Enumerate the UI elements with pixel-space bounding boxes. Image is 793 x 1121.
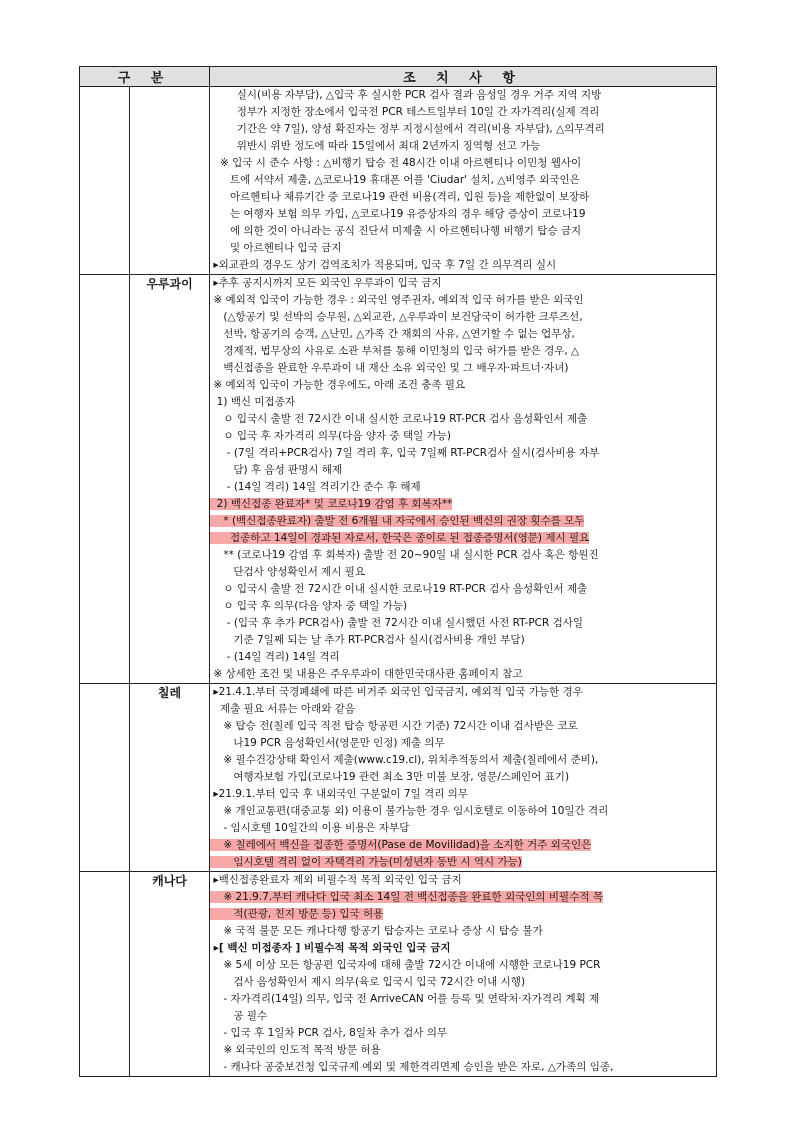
line-text: - 입국 후 1일차 PCR 검사, 8일차 추가 검사 의무 [210, 1027, 447, 1039]
highlighted-text: ※ 21.9.7.부터 캐나다 입국 최소 14일 전 백신접종을 완료한 외국인의 비필수적 목 [210, 891, 603, 903]
line-text: ※ 예외적 입국이 가능한 경우 : 외국인 영주권자, 예외적 입국 허가를 받은 외국인 [210, 294, 584, 306]
measure-line [210, 752, 716, 769]
blank-cell [80, 275, 130, 684]
line-text: 담) 후 음성 판명시 해제 [210, 464, 343, 476]
measure-line [210, 189, 716, 206]
measure-line [210, 615, 716, 632]
line-text: ▸21.9.1.부터 입국 후 내외국인 구분없이 7일 격리 의무 [210, 788, 468, 800]
line-text: 경제적, 법무상의 사유로 소관 부처를 통해 이민청의 입국 허가를 받은 경우, △ [210, 345, 580, 357]
measure-line [210, 530, 716, 547]
line-text: 검사 음성확인서 제시 의무(육로 입국시 입국 72시간 이내 시행) [210, 976, 526, 988]
table-row-canada [80, 872, 717, 1077]
line-text: 에 의한 것이 아니라는 공식 진단서 미제출 시 아르헨티나행 비행기 탑승 금지 [210, 225, 582, 237]
line-text: ▸[ 백신 미접종자 ] 비필수적 목적 외국인 입국 금지 [210, 942, 451, 954]
measure-line [210, 923, 716, 940]
blank-cell [80, 684, 130, 872]
measure-line [210, 991, 716, 1008]
line-text: 제출 필요 서류는 아래와 같음 [210, 703, 356, 715]
line-text: ㅇ 입국 후 의무(다음 양자 중 택일 가능) [210, 600, 408, 612]
measure-line [210, 1059, 716, 1076]
measures-cell [210, 872, 717, 1077]
blank-cell [80, 87, 130, 275]
line-text: 는 여행자 보험 의무 가입, △코로나19 유증상자의 경우 해당 증상이 코로나19 [210, 208, 586, 220]
line-text: ※ 입국 시 준수 사항 : △비행기 탑승 전 48시간 이내 아르헨티나 이민청 웹사이 [210, 157, 582, 169]
measures-cell [210, 275, 717, 684]
highlighted-text: 접종하고 14일이 경과된 자로서, 한국은 종이로 된 접종증명서(영문) 제시 필요 [210, 532, 590, 544]
measure-line [210, 837, 716, 854]
line-text: - (14일 격리) 14일 격리 [210, 651, 340, 663]
measure-line [210, 718, 716, 735]
measure-line [210, 547, 716, 564]
line-text: - (7일 격리+PCR검사) 7일 격리 후, 입국 7일째 RT-PCR검사 실시(검사비용 자부 [210, 447, 600, 459]
measure-line [210, 1025, 716, 1042]
table-row-argentina-continued [80, 87, 717, 275]
line-text: ㅇ 입국시 출발 전 72시간 이내 실시한 코로나19 RT-PCR 검사 음성확인서 제출 [210, 413, 588, 425]
line-text: ▸백신접종완료자 제외 비필수적 목적 외국인 입국 금지 [210, 874, 462, 886]
table-header-row [80, 67, 717, 87]
measures-cell [210, 684, 717, 872]
country-cell [130, 87, 210, 275]
measure-line [210, 343, 716, 360]
highlighted-text: 2) 백신접종 완료자* 및 코로나19 감염 후 회복자** [210, 498, 453, 510]
measure-line [210, 104, 716, 121]
line-text: 트에 서약서 제출, △코로나19 휴대폰 어플 'Ciudar' 설치, △비영주 외국인은 [210, 174, 580, 186]
measure-line [210, 206, 716, 223]
measure-line [210, 155, 716, 172]
measure-line [210, 377, 716, 394]
blank-cell [80, 872, 130, 1077]
highlighted-text: * (백신접종완료자) 출발 전 6개월 내 자국에서 승인된 백신의 권장 횟수를 모두 [210, 515, 585, 527]
measure-line [210, 445, 716, 462]
measure-line [210, 666, 716, 683]
measure-line [210, 394, 716, 411]
line-text: ※ 개인교통편(대중교통 외) 이용이 불가능한 경우 임시호텔로 이동하여 10일간 격리 [210, 805, 609, 817]
measure-line [210, 872, 716, 889]
line-text: 정부가 지정한 장소에서 입국전 PCR 테스트일부터 10일 간 자가격리(실제 격리 [210, 106, 600, 118]
measure-line [210, 649, 716, 666]
measure-line [210, 684, 716, 701]
line-text: ※ 외국인의 인도적 목적 방문 허용 [210, 1044, 381, 1056]
line-text: ※ 필수건강상태 확인서 제출(www.c19.cl), 위치추적동의서 제출(칠레에서 준비), [210, 754, 599, 766]
measure-line [210, 906, 716, 923]
measure-line [210, 769, 716, 786]
header-category: 구 분 [80, 67, 210, 87]
line-text: (△항공기 및 선박의 승무원, △외교관, △우루과이 보건당국이 허가한 크루즈선, [210, 311, 583, 323]
line-text: 기간은 약 7일), 양성 확진자는 정부 지정시설에서 격리(비용 자부담), △의무격리 [210, 123, 605, 135]
measure-line [210, 735, 716, 752]
measure-line [210, 309, 716, 326]
measure-line [210, 1042, 716, 1059]
measure-line [210, 479, 716, 496]
line-text: ※ 예외적 입국이 가능한 경우에도, 아래 조건 충족 필요 [210, 379, 466, 391]
table-row-uruguay [80, 275, 717, 684]
line-text: 공 필수 [210, 1010, 268, 1022]
measure-line [210, 598, 716, 615]
measure-line [210, 513, 716, 530]
line-text: ※ 5세 이상 모든 항공편 입국자에 대해 출발 72시간 이내에 시행한 코로나19 PCR [210, 959, 601, 971]
line-text: - 임시호텔 10일간의 이용 비용은 자부담 [210, 822, 410, 834]
highlighted-text: 임시호텔 격리 없이 자택격리 가능(미성년자 동반 시 역시 가능) [210, 856, 522, 868]
line-text: ※ 국적 불문 모든 캐나다행 항공기 탑승자는 코로나 증상 시 탑승 불가 [210, 925, 543, 937]
measure-line [210, 957, 716, 974]
line-text: 나19 PCR 음성확인서(영문만 인정) 제출 의무 [210, 737, 445, 749]
line-text: 아르헨티나 체류기간 중 코로나19 관련 비용(격리, 입원 등)을 제한없이 보장하 [210, 191, 590, 203]
measure-line [210, 803, 716, 820]
line-text: 선박, 항공기의 승객, △난민, △가족 간 재회의 사유, △연기할 수 없는 업무상, [210, 328, 575, 340]
line-text: 단검사 양성확인서 제시 필요 [210, 566, 366, 578]
line-text: 위반시 위반 정도에 따라 15일에서 최대 2년까지 징역형 선고 가능 [210, 140, 541, 152]
measure-line [210, 172, 716, 189]
line-text: 백신접종을 완료한 우루과이 내 재산 소유 외국인 및 그 배우자·파트너·자녀) [210, 362, 569, 374]
measure-line [210, 240, 716, 257]
measure-line [210, 496, 716, 513]
measure-line [210, 462, 716, 479]
measure-line [210, 940, 716, 957]
measure-line [210, 889, 716, 906]
measure-line [210, 411, 716, 428]
line-text: 실시(비용 자부담), △입국 후 실시한 PCR 검사 결과 음성일 경우 거주 지역 지방 [210, 89, 602, 101]
line-text: 1) 백신 미접종자 [210, 396, 295, 408]
line-text: - 캐나다 공중보건청 입국규제 예외 및 제한격리면제 승인을 받은 자로, △가족의 임종, [210, 1061, 614, 1073]
measure-line [210, 326, 716, 343]
header-measures: 조 치 사 항 [210, 67, 717, 87]
measure-line [210, 1008, 716, 1025]
line-text: 기준 7일째 되는 날 추가 RT-PCR검사 실시(검사비용 개인 부담) [210, 634, 525, 646]
measure-line [210, 292, 716, 309]
measure-line [210, 360, 716, 377]
line-text: ㅇ 입국시 출발 전 72시간 이내 실시한 코로나19 RT-PCR 검사 음성확인서 제출 [210, 583, 588, 595]
measure-line [210, 564, 716, 581]
measure-line [210, 974, 716, 991]
line-text: ▸외교관의 경우도 상기 검역조치가 적용되며, 입국 후 7일 간 의무격리 실시 [210, 259, 557, 271]
country-cell-chile: 칠레 [130, 684, 210, 872]
measure-line [210, 257, 716, 274]
measure-line [210, 121, 716, 138]
measure-line [210, 786, 716, 803]
line-text: ▸추후 공지시까지 모든 외국인 우루과이 입국 금지 [210, 277, 442, 289]
measure-line [210, 854, 716, 871]
country-cell-canada: 캐나다 [130, 872, 210, 1077]
line-text: ▸21.4.1.부터 국경폐쇄에 따른 비거주 외국인 입국금지, 예외적 입국 가능한 경우 [210, 686, 583, 698]
highlighted-text: ※ 칠레에서 백신을 접종한 증명서(Pase de Movilidad)을 소지한 거주 외국인은 [210, 839, 592, 851]
line-text: 및 아르헨티나 입국 금지 [210, 242, 342, 254]
line-text: ※ 탑승 전(칠레 입국 직전 탑승 항공편 시간 기준) 72시간 이내 검사받은 코로 [210, 720, 578, 732]
measure-line [210, 701, 716, 718]
line-text: 여행자보험 가입(코로나19 관련 최소 3만 미불 보장, 영문/스페인어 표기) [210, 771, 570, 783]
table-row-chile [80, 684, 717, 872]
measure-line [210, 138, 716, 155]
measure-line [210, 223, 716, 240]
line-text: ※ 상세한 조건 및 내용은 주우루과이 대한민국대사관 홈페이지 참고 [210, 668, 523, 680]
entry-measures-table [79, 66, 717, 1077]
line-text: - 자가격리(14일) 의무, 입국 전 ArriveCAN 어플 등록 및 연락처·자가격리 계획 제 [210, 993, 600, 1005]
measure-line [210, 428, 716, 445]
highlighted-text: 적(관광, 친지 방문 등) 입국 허용 [210, 908, 384, 920]
measure-line [210, 275, 716, 292]
line-text: - (14일 격리) 14일 격리기간 준수 후 해제 [210, 481, 421, 493]
measure-line [210, 820, 716, 837]
measure-line [210, 581, 716, 598]
line-text: - (입국 후 추가 PCR검사) 출발 전 72시간 이내 실시했던 사전 RT-PCR 검사일 [210, 617, 584, 629]
line-text: ** (코로나19 감염 후 회복자) 출발 전 20~90일 내 실시한 PCR 검사 혹은 항원진 [210, 549, 599, 561]
country-cell-uruguay: 우루과이 [130, 275, 210, 684]
line-text: ㅇ 입국 후 자가격리 의무(다음 양자 중 택일 가능) [210, 430, 451, 442]
measures-cell [210, 87, 717, 275]
measure-line [210, 632, 716, 649]
measure-line [210, 87, 716, 104]
